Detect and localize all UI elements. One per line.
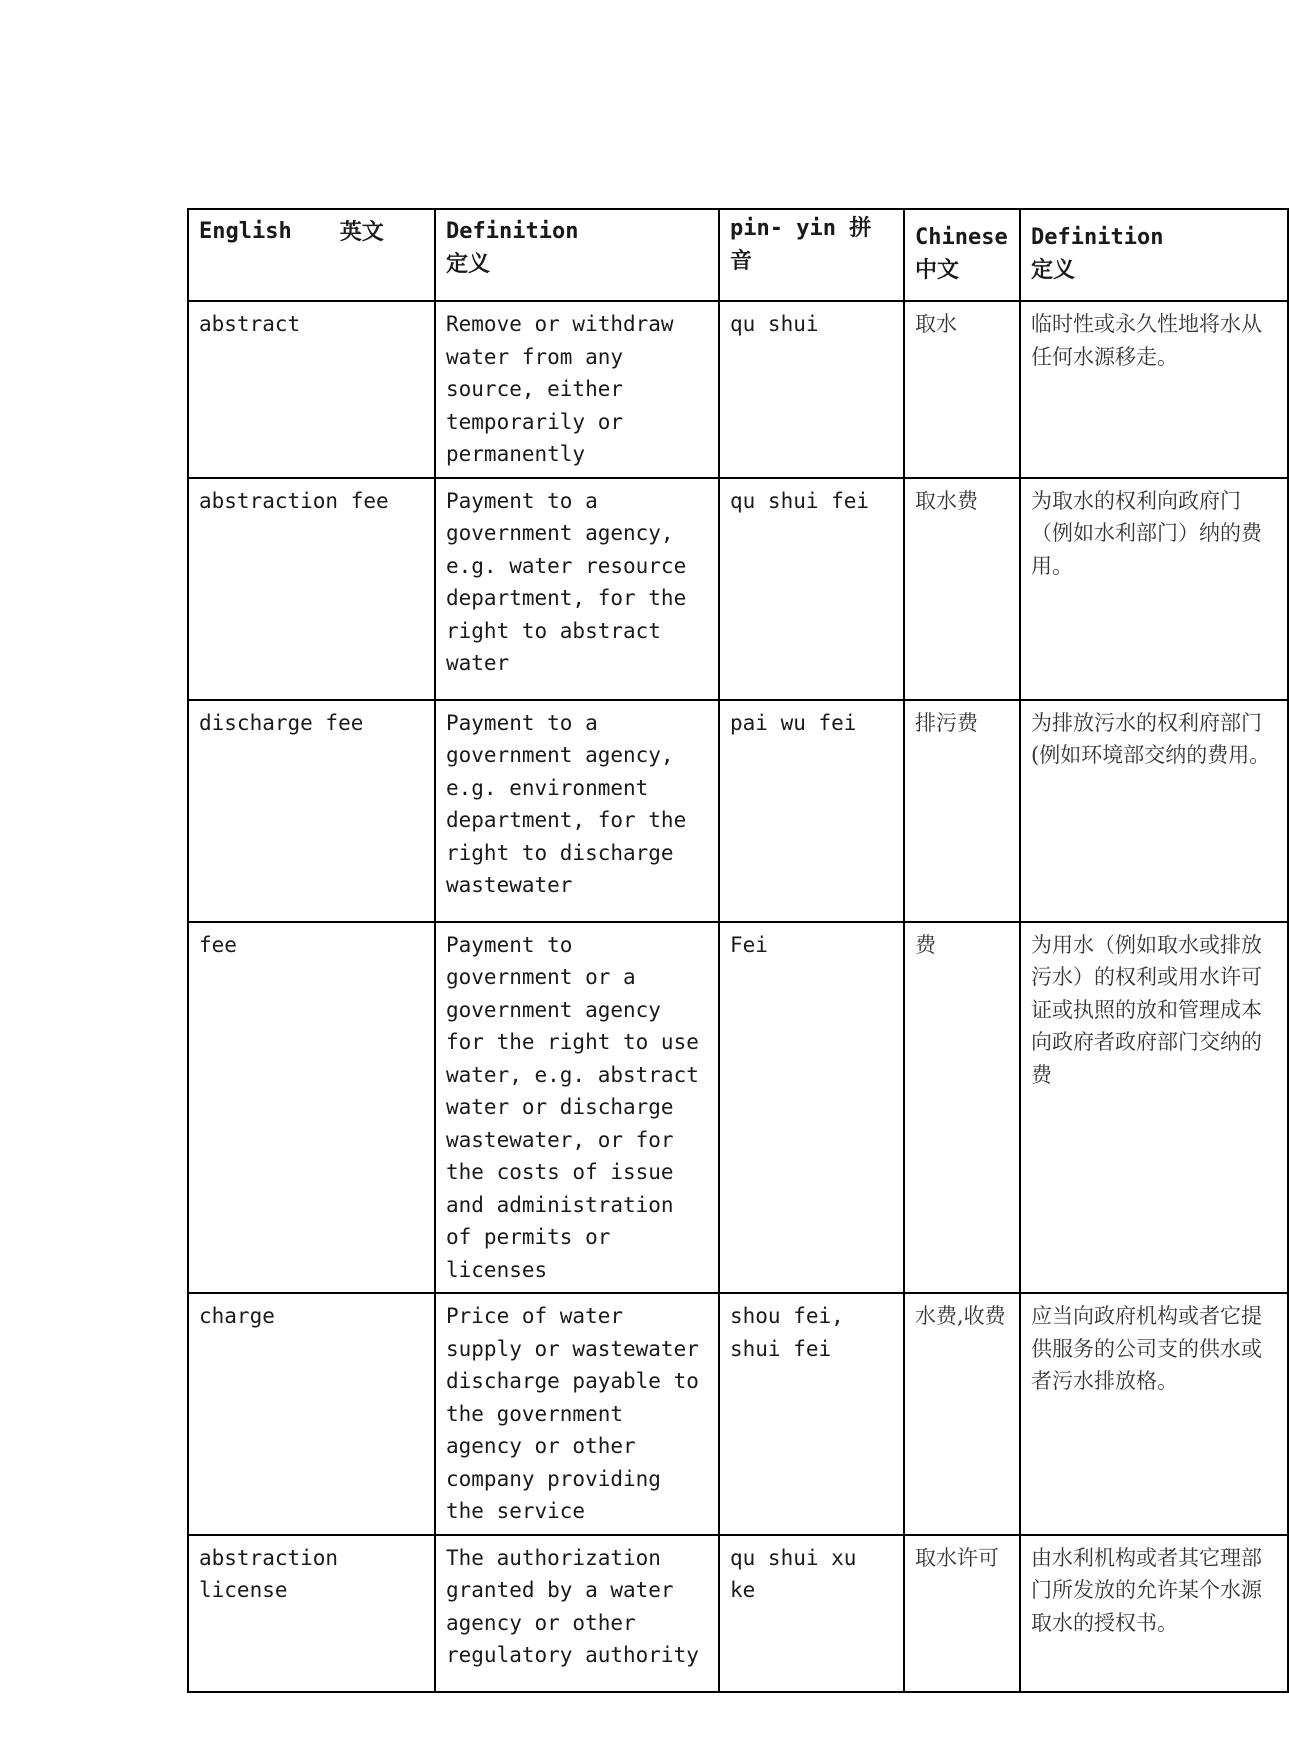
table-header-row: [188, 209, 1288, 301]
chinese-cell: 取水费: [904, 478, 1020, 700]
definition-cell: Payment to a government agency, e.g. environment department, for the right to discharge wastewater: [435, 700, 719, 922]
term-cell: discharge fee: [188, 700, 435, 922]
chinese-definition-cell: 为排放污水的权利府部门(例如环境部交纳的费用。: [1020, 700, 1288, 922]
header-chinese-definition: [1020, 209, 1288, 301]
chinese-definition-cell: 应当向政府机构或者它提供服务的公司支的供水或者污水排放格。: [1020, 1293, 1288, 1535]
header-chinese-label: Chinese: [915, 225, 1008, 250]
chinese-definition-cell: 临时性或永久性地将水从任何水源移走。: [1020, 301, 1288, 478]
term-cell: abstraction license: [188, 1535, 435, 1692]
header-pinyin-label: pin- yin: [730, 216, 836, 241]
pinyin-cell: qu shui fei: [719, 478, 904, 700]
pinyin-cell: Fei: [719, 922, 904, 1294]
chinese-cell: 费: [904, 922, 1020, 1294]
header-english: [188, 209, 435, 301]
table-row: [188, 478, 1288, 700]
header-chinese-zh: 中文: [915, 257, 960, 283]
header-english-label: English: [199, 219, 292, 244]
header-definition: [435, 209, 719, 301]
chinese-cell: 水费,收费: [904, 1293, 1020, 1535]
pinyin-cell: shou fei, shui fei: [719, 1293, 904, 1535]
table-row: [188, 700, 1288, 922]
table-row: [188, 922, 1288, 1294]
table-row: [188, 301, 1288, 478]
chinese-definition-cell: 为用水（例如取水或排放污水）的权利或用水许可证或执照的放和管理成本向政府者政府部门交纳的费: [1020, 922, 1288, 1294]
header-definition-label: Definition: [446, 219, 579, 244]
term-cell: charge: [188, 1293, 435, 1535]
pinyin-cell: qu shui: [719, 301, 904, 478]
definition-cell: Payment to a government agency, e.g. water resource department, for the right to abstract water: [435, 478, 719, 700]
header-english-zh: 英文: [339, 219, 384, 245]
chinese-cell: 取水: [904, 301, 1020, 478]
chinese-cell: 取水许可: [904, 1535, 1020, 1692]
table-row: [188, 1293, 1288, 1535]
glossary-table: [187, 208, 1289, 1693]
definition-cell: Payment to government or a government agency for the right to use water, e.g. abstract water or discharge wastewater, or for the costs of issue and administration of permits or licenses: [435, 922, 719, 1294]
definition-cell: Price of water supply or wastewater discharge payable to the government agency or other company providing the service: [435, 1293, 719, 1535]
chinese-definition-cell: 由水利机构或者其它理部门所发放的允许某个水源取水的授权书。: [1020, 1535, 1288, 1692]
table-row: [188, 1535, 1288, 1692]
header-chinese: [904, 209, 1020, 301]
header-definition2-label: Definition: [1031, 225, 1164, 250]
header-definition2-zh: 定义: [1031, 257, 1076, 283]
header-pinyin-zh: 拼音: [730, 215, 872, 274]
pinyin-cell: qu shui xu ke: [719, 1535, 904, 1692]
pinyin-cell: pai wu fei: [719, 700, 904, 922]
term-cell: abstract: [188, 301, 435, 478]
chinese-definition-cell: 为取水的权利向政府门（例如水利部门）纳的费用。: [1020, 478, 1288, 700]
chinese-cell: 排污费: [904, 700, 1020, 922]
term-cell: fee: [188, 922, 435, 1294]
definition-cell: Remove or withdraw water from any source, either temporarily or permanently: [435, 301, 719, 478]
header-definition-zh: 定义: [446, 251, 491, 277]
definition-cell: The authorization granted by a water agency or other regulatory authority: [435, 1535, 719, 1692]
term-cell: abstraction fee: [188, 478, 435, 700]
header-pinyin: [719, 209, 904, 301]
